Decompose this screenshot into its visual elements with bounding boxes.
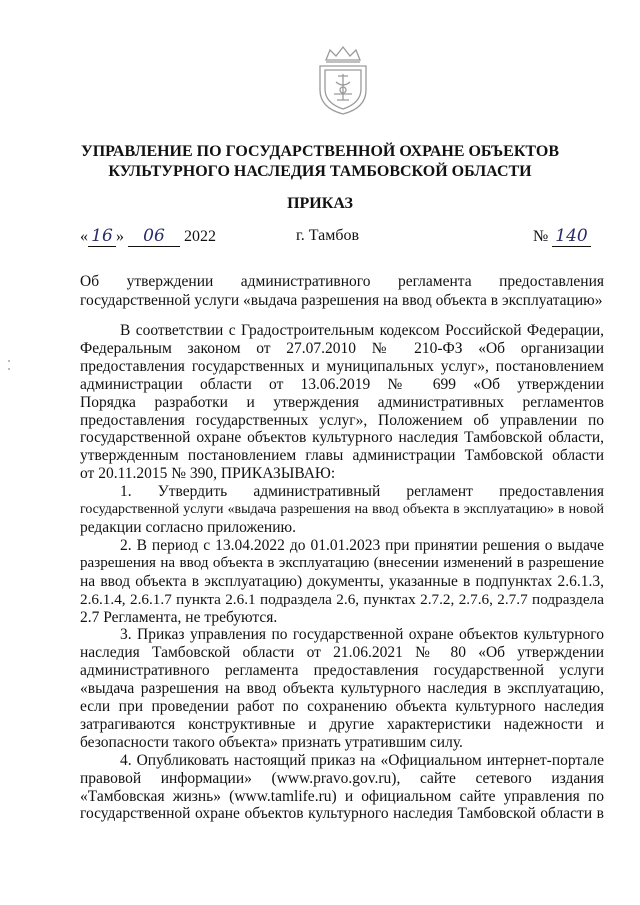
body-line: административного регламента предоставления государственной услуги (80, 662, 604, 680)
body-line: редакции согласно приложению. (80, 518, 296, 536)
order-body (80, 322, 604, 823)
body-line: 2. В период с 13.04.2022 до 01.01.2023 при принятии решения о выдаче (120, 536, 604, 554)
date-open-quote: « (80, 228, 88, 245)
date-month: 06 (128, 226, 180, 247)
body-line: «Тамбовская жизнь» (www.tamlife.ru) и официальном сайте управления по (80, 787, 604, 805)
body-line: государственной охране объектов культурного наследия Тамбовской области, (80, 429, 604, 447)
body-line: государственной услуги «выдача разрешения на ввод объекта в эксплуатацию» в новой (80, 502, 604, 518)
body-line: государственной охране объектов культурного наследия Тамбовской области в (80, 805, 604, 823)
scan-speck (8, 368, 10, 370)
body-line: на ввод объекта в эксплуатацию) документы, указанные в подпунктах 2.6.1.3, (80, 572, 604, 590)
header-line-2: КУЛЬТУРНОГО НАСЛЕДИЯ ТАМБОВСКОЙ ОБЛАСТИ (108, 163, 532, 180)
order-subject (80, 272, 604, 310)
date-day: 16 (88, 226, 116, 247)
order-title: ПРИКАЗ (287, 195, 353, 212)
body-line: Федеральным законом от 27.07.2010 № 210-ФЗ «Об организации (80, 339, 604, 357)
body-line: правовой информации» (www.pravo.gov.ru), сайте сетевого издания (80, 769, 604, 787)
date-close-quote: » (116, 228, 124, 245)
header-line-1: УПРАВЛЕНИЕ ПО ГОСУДАРСТВЕННОЙ ОХРАНЕ ОБЪЕКТОВ (80, 143, 559, 160)
body-line: затрагиваются конструктивные и другие характеристики надежности и (80, 715, 604, 733)
subject-line: Об утверждении административного регламента предоставления (80, 273, 604, 290)
scan-speck (8, 360, 10, 362)
body-line: предоставления государственных услуг», Положением об управлении по (80, 411, 604, 429)
body-line: 2.7 Регламента, не требуются. (80, 608, 278, 626)
body-line: наследия Тамбовской области от 21.06.2021 № 80 «Об утверждении (80, 644, 604, 662)
body-line: Порядка разработки и утверждения административных регламентов (80, 393, 604, 411)
body-line: администрации области от 13.06.2019 № 699 «Об утверждении (80, 375, 604, 393)
order-number (533, 226, 591, 247)
order-date (80, 226, 216, 247)
body-line: предоставления государственных и муниципальных услуг», постановлением (80, 357, 604, 375)
tambov-coat-of-arms-icon (312, 44, 374, 116)
body-line: безопасности такого объекта» признать утратившим силу. (80, 733, 463, 751)
body-line: если при проведении работ по сохранению объекта культурного наследия (80, 698, 604, 716)
body-line: В соответствии с Градостроительным кодексом Российской Федерации, (120, 322, 604, 339)
body-line: 4. Опубликовать настоящий приказ на «Официальном интернет-портале (120, 751, 604, 769)
body-line: разрешения на ввод объекта в эксплуатацию (внесении изменений в разрешение (80, 554, 604, 571)
date-year: 2022 (184, 228, 216, 245)
body-line: утвержденным постановлением главы администрации Тамбовской области (80, 447, 604, 465)
subject-line: государственной услуги «выдача разрешения на ввод объекта в эксплуатацию» (80, 292, 603, 309)
number-prefix: № (533, 228, 549, 245)
body-line: 2.6.1.4, 2.6.1.7 пункта 2.6.1 подраздела 2.6, пунктах 2.7.2, 2.7.6, 2.7.7 подраздела (80, 590, 604, 608)
body-line: 1. Утвердить административный регламент предоставления (120, 483, 604, 501)
order-city: г. Тамбов (296, 227, 360, 244)
number-value: 140 (552, 226, 590, 247)
body-line: от 20.11.2015 № 390, ПРИКАЗЫВАЮ: (80, 465, 336, 483)
body-line: 3. Приказ управления по государственной охране объектов культурного (120, 626, 604, 644)
body-line: «выдача разрешения на ввод объекта культурного наследия в эксплуатацию, (80, 680, 604, 698)
